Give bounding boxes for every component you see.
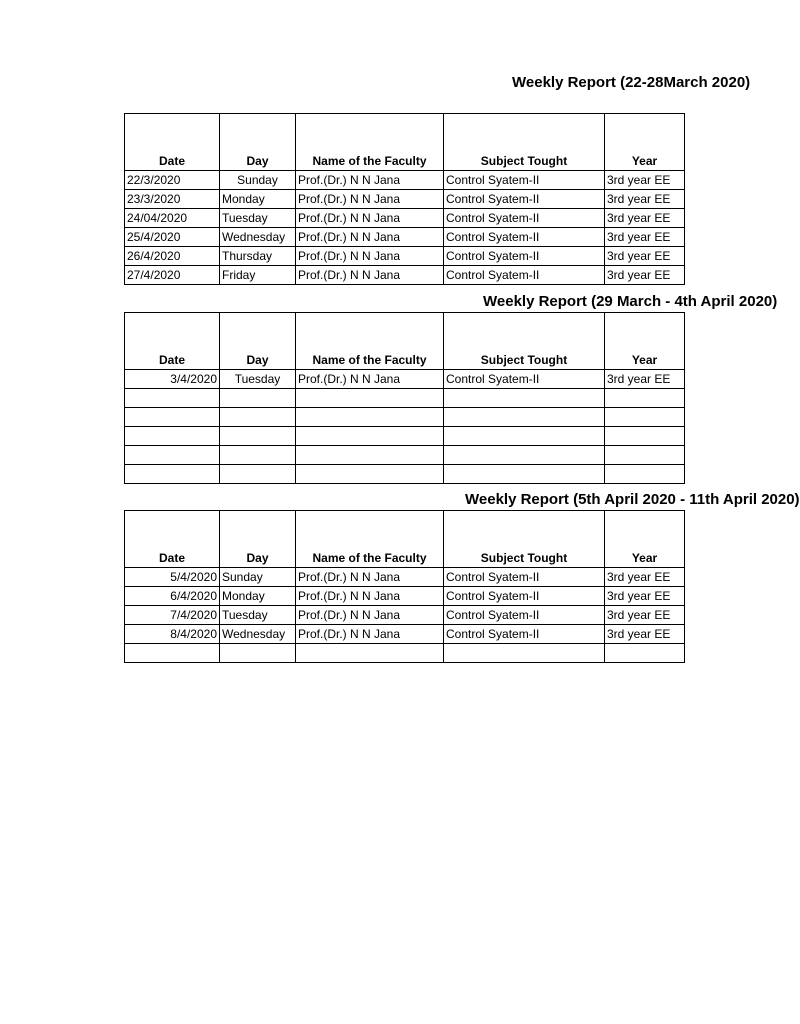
cell-day [220, 644, 296, 663]
cell-day: Sunday [220, 171, 296, 190]
report-table-clip [124, 510, 694, 667]
cell-date: 3/4/2020 [125, 370, 220, 389]
report-title: Weekly Report (5th April 2020 - 11th April 2020) [465, 491, 800, 508]
header-year: Year [605, 313, 685, 370]
cell-faculty: Prof.(Dr.) N N Jana [296, 625, 444, 644]
report-title: Weekly Report (22-28March 2020) [512, 74, 751, 91]
header-day: Day [220, 511, 296, 568]
cell-faculty: Prof.(Dr.) N N Jana [296, 606, 444, 625]
cell-subject [444, 389, 605, 408]
cell-day [220, 446, 296, 465]
cell-day [220, 389, 296, 408]
table-row [125, 209, 685, 228]
cell-date: 24/04/2020 [125, 209, 220, 228]
cell-day: Sunday [220, 568, 296, 587]
table-row [125, 427, 685, 446]
cell-year: 3rd year EE [605, 568, 685, 587]
header-year: Year [605, 114, 685, 171]
table-row [125, 171, 685, 190]
cell-faculty: Prof.(Dr.) N N Jana [296, 190, 444, 209]
cell-subject [444, 408, 605, 427]
cell-day [220, 427, 296, 446]
cell-subject: Control Syatem-II [444, 247, 605, 266]
cell-subject [444, 427, 605, 446]
cell-year: 3rd year EE [605, 247, 685, 266]
table-row [125, 247, 685, 266]
cell-date [125, 427, 220, 446]
cell-subject: Control Syatem-II [444, 266, 605, 285]
cell-subject: Control Syatem-II [444, 568, 605, 587]
table-header-row [125, 313, 685, 370]
cell-date [125, 408, 220, 427]
report-table-clip [124, 113, 694, 289]
cell-subject [444, 465, 605, 484]
cell-subject: Control Syatem-II [444, 171, 605, 190]
cell-date: 22/3/2020 [125, 171, 220, 190]
cell-faculty [296, 408, 444, 427]
table-row [125, 446, 685, 465]
report-table-clip [124, 312, 694, 488]
cell-subject: Control Syatem-II [444, 370, 605, 389]
cell-faculty [296, 465, 444, 484]
cell-faculty [296, 427, 444, 446]
cell-year: 3rd year EE [605, 209, 685, 228]
cell-day: Tuesday [220, 606, 296, 625]
cell-year [605, 465, 685, 484]
cell-date: 23/3/2020 [125, 190, 220, 209]
header-date: Date [125, 114, 220, 171]
cell-day: Thursday [220, 247, 296, 266]
table-row [125, 389, 685, 408]
cell-day: Wednesday [220, 228, 296, 247]
cell-year: 3rd year EE [605, 266, 685, 285]
cell-date: 27/4/2020 [125, 266, 220, 285]
header-subject: Subject Tought [444, 114, 605, 171]
report-table [124, 312, 685, 484]
cell-day: Monday [220, 190, 296, 209]
cell-subject [444, 446, 605, 465]
header-date: Date [125, 511, 220, 568]
cell-day: Friday [220, 266, 296, 285]
header-subject: Subject Tought [444, 313, 605, 370]
header-date: Date [125, 313, 220, 370]
cell-subject [444, 644, 605, 663]
cell-faculty: Prof.(Dr.) N N Jana [296, 568, 444, 587]
cell-date [125, 446, 220, 465]
report-title-clip [124, 489, 800, 511]
cell-year: 3rd year EE [605, 370, 685, 389]
cell-year [605, 644, 685, 663]
header-day: Day [220, 313, 296, 370]
table-row [125, 587, 685, 606]
cell-subject: Control Syatem-II [444, 228, 605, 247]
cell-year [605, 408, 685, 427]
cell-date [125, 644, 220, 663]
table-header-row [125, 114, 685, 171]
report-title: Weekly Report (29 March - 4th April 2020) [483, 293, 778, 310]
cell-date: 7/4/2020 [125, 606, 220, 625]
cell-year [605, 389, 685, 408]
cell-year [605, 427, 685, 446]
table-row [125, 606, 685, 625]
table-row [125, 370, 685, 389]
cell-faculty: Prof.(Dr.) N N Jana [296, 171, 444, 190]
cell-faculty: Prof.(Dr.) N N Jana [296, 266, 444, 285]
header-day: Day [220, 114, 296, 171]
cell-year: 3rd year EE [605, 171, 685, 190]
cell-year: 3rd year EE [605, 587, 685, 606]
cell-subject: Control Syatem-II [444, 209, 605, 228]
cell-subject: Control Syatem-II [444, 625, 605, 644]
report-table [124, 113, 685, 285]
cell-date: 5/4/2020 [125, 568, 220, 587]
cell-date [125, 389, 220, 408]
cell-date: 6/4/2020 [125, 587, 220, 606]
header-year: Year [605, 511, 685, 568]
cell-faculty: Prof.(Dr.) N N Jana [296, 209, 444, 228]
table-row [125, 408, 685, 427]
cell-year: 3rd year EE [605, 606, 685, 625]
table-row [125, 190, 685, 209]
cell-faculty [296, 644, 444, 663]
report-title-clip [124, 72, 751, 96]
table-row [125, 644, 685, 663]
cell-subject: Control Syatem-II [444, 190, 605, 209]
cell-year [605, 446, 685, 465]
cell-day [220, 465, 296, 484]
table-row [125, 625, 685, 644]
cell-year: 3rd year EE [605, 625, 685, 644]
cell-faculty [296, 389, 444, 408]
table-row [125, 228, 685, 247]
cell-day [220, 408, 296, 427]
header-faculty: Name of the Faculty [296, 511, 444, 568]
cell-subject: Control Syatem-II [444, 587, 605, 606]
header-subject: Subject Tought [444, 511, 605, 568]
cell-faculty: Prof.(Dr.) N N Jana [296, 587, 444, 606]
table-row [125, 465, 685, 484]
cell-year: 3rd year EE [605, 190, 685, 209]
cell-day: Tuesday [220, 370, 296, 389]
cell-day: Tuesday [220, 209, 296, 228]
cell-subject: Control Syatem-II [444, 606, 605, 625]
cell-date: 8/4/2020 [125, 625, 220, 644]
cell-date: 25/4/2020 [125, 228, 220, 247]
cell-date [125, 465, 220, 484]
cell-day: Wednesday [220, 625, 296, 644]
cell-faculty: Prof.(Dr.) N N Jana [296, 228, 444, 247]
cell-date: 26/4/2020 [125, 247, 220, 266]
cell-faculty [296, 446, 444, 465]
cell-faculty: Prof.(Dr.) N N Jana [296, 247, 444, 266]
cell-year: 3rd year EE [605, 228, 685, 247]
cell-day: Monday [220, 587, 296, 606]
header-faculty: Name of the Faculty [296, 313, 444, 370]
table-row [125, 266, 685, 285]
report-table [124, 510, 685, 663]
table-header-row [125, 511, 685, 568]
cell-faculty: Prof.(Dr.) N N Jana [296, 370, 444, 389]
report-title-clip [124, 291, 778, 313]
table-row [125, 568, 685, 587]
header-faculty: Name of the Faculty [296, 114, 444, 171]
